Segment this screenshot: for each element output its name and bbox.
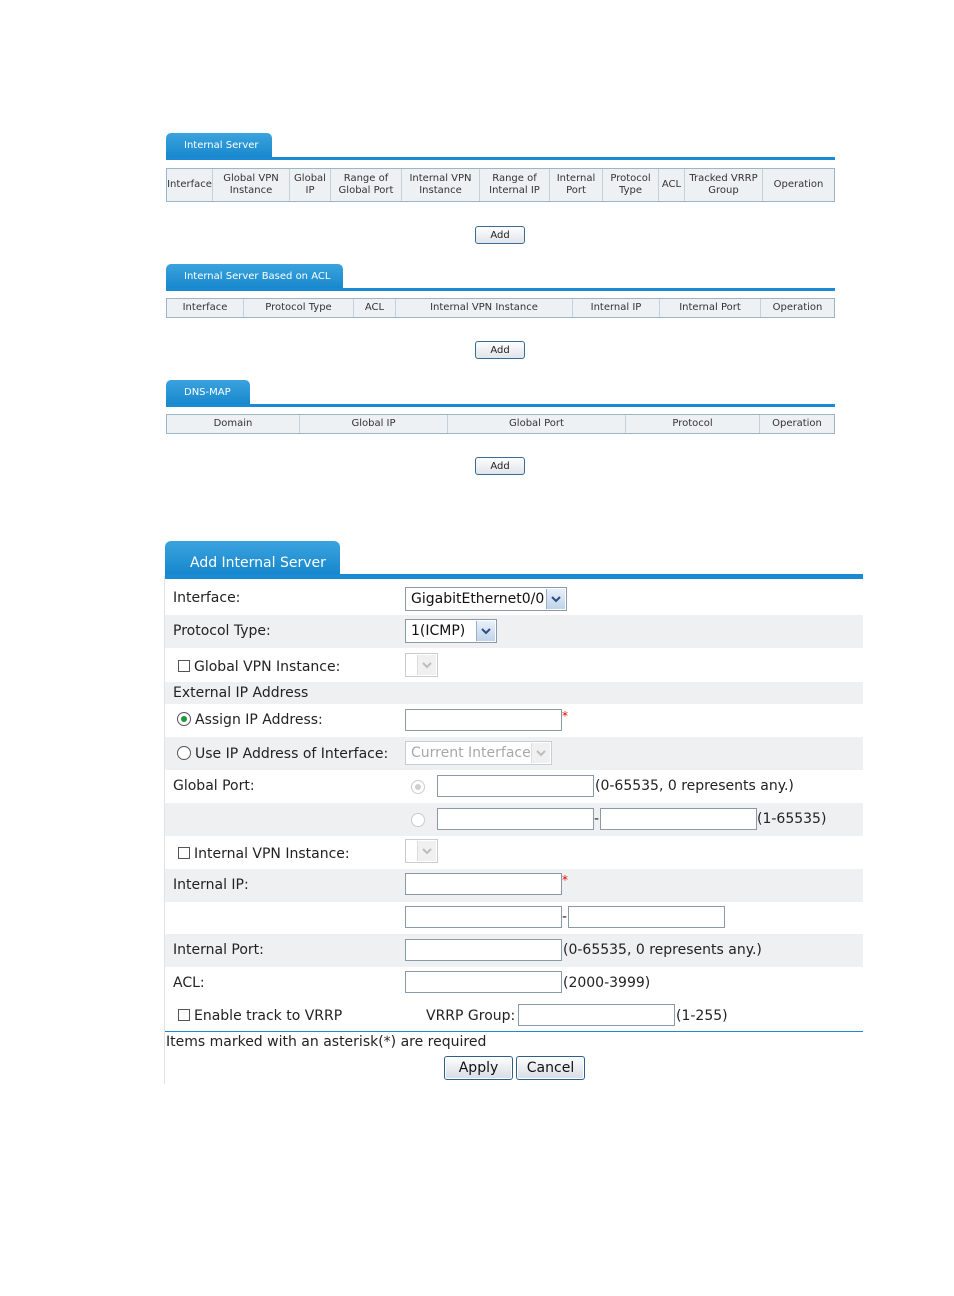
internal-server-table-header [166, 168, 835, 202]
vrrp-group-label: VRRP Group: [426, 1008, 516, 1024]
column-header: Protocol Type [244, 299, 354, 317]
add-dns-map-button[interactable]: Add [475, 457, 525, 475]
column-header: Domain [167, 415, 300, 433]
chevron-down-icon [531, 743, 550, 763]
dns-map-table-header [166, 414, 835, 434]
use-ip-label [177, 746, 388, 762]
column-header: Interface [167, 169, 213, 201]
column-header: Internal VPN Instance [402, 169, 480, 201]
internal-ip-range-start-input[interactable] [405, 906, 562, 928]
interface-select-value: GigabitEthernet0/0 [411, 591, 545, 607]
assign-ip-label-text: Assign IP Address: [195, 712, 323, 728]
form-bottom-divider [165, 1031, 863, 1032]
column-header: Internal IP [573, 299, 660, 317]
global-port-label: Global Port: [173, 778, 255, 794]
global-vpn-checkbox[interactable] [178, 660, 190, 672]
column-header: Global IP [290, 169, 331, 201]
global-port-row [165, 770, 863, 803]
required-asterisk: * [562, 709, 568, 723]
internal-port-input[interactable] [405, 939, 562, 961]
range-separator: - [562, 909, 568, 925]
tab-internal-server[interactable] [166, 133, 272, 159]
column-header: Range of Internal IP [480, 169, 550, 201]
internal-vpn-row [165, 836, 863, 869]
global-vpn-select[interactable] [405, 653, 438, 677]
use-ip-interface-select[interactable] [405, 741, 552, 765]
interface-row [165, 582, 863, 615]
tab-underline [166, 404, 835, 407]
apply-button[interactable]: Apply [444, 1056, 513, 1080]
column-header: Internal Port [660, 299, 761, 317]
use-ip-radio[interactable] [177, 746, 191, 760]
required-asterisk: * [562, 873, 568, 887]
chevron-down-icon [417, 841, 436, 861]
acl-server-table-header [166, 298, 835, 318]
column-header: Internal VPN Instance [396, 299, 573, 317]
external-ip-label: External IP Address [173, 685, 309, 701]
assign-ip-input[interactable] [405, 709, 562, 731]
internal-vpn-label [178, 846, 350, 862]
tab-label: Internal Server Based on ACL [184, 271, 331, 282]
column-header: Operation [772, 418, 822, 429]
assign-ip-row [165, 704, 863, 737]
internal-ip-row [165, 869, 863, 902]
column-header: Global VPN Instance [213, 169, 290, 201]
internal-port-label: Internal Port: [173, 942, 264, 958]
range-separator: - [594, 811, 600, 827]
internal-ip-label: Internal IP: [173, 877, 249, 893]
global-vpn-label-text: Global VPN Instance: [194, 659, 341, 675]
column-header: Protocol Type [603, 169, 659, 201]
internal-ip-input[interactable] [405, 873, 562, 895]
vrrp-row [165, 1000, 863, 1031]
internal-port-row [165, 934, 863, 967]
protocol-type-label: Protocol Type: [173, 623, 271, 639]
interface-label: Interface: [173, 590, 241, 606]
internal-vpn-select[interactable] [405, 839, 438, 863]
column-header: Operation [773, 179, 824, 190]
vrrp-label-text: Enable track to VRRP [194, 1008, 343, 1024]
acl-row [165, 967, 863, 1000]
tab-underline [166, 288, 835, 291]
global-port-range-hint: (1-65535) [757, 811, 827, 827]
column-header: Interface [167, 299, 244, 317]
internal-vpn-checkbox[interactable] [178, 847, 190, 859]
global-port-range-start-input[interactable] [437, 808, 594, 830]
column-header: ACL [659, 169, 685, 201]
chevron-down-icon [476, 621, 495, 641]
tab-label: Internal Server [184, 140, 259, 151]
required-note: Items marked with an asterisk(*) are required [166, 1034, 487, 1050]
vrrp-group-input[interactable] [518, 1004, 675, 1026]
form-title-underline [165, 574, 863, 579]
add-acl-server-button[interactable]: Add [475, 341, 525, 359]
tab-dns-map[interactable] [166, 380, 250, 406]
global-port-single-radio[interactable] [411, 780, 425, 794]
acl-hint: (2000-3999) [563, 975, 651, 991]
global-port-hint: (0-65535, 0 represents any.) [595, 778, 794, 794]
form-title-tab [165, 541, 340, 576]
external-ip-row [165, 682, 863, 704]
global-vpn-label [178, 659, 340, 675]
global-port-range-radio[interactable] [411, 813, 425, 827]
cancel-button[interactable]: Cancel [516, 1056, 585, 1080]
global-port-range-end-input[interactable] [600, 808, 757, 830]
global-port-range-row [165, 803, 863, 836]
tab-internal-server-acl[interactable] [166, 264, 343, 290]
internal-vpn-label-text: Internal VPN Instance: [194, 846, 350, 862]
use-ip-interface-select-value: Current Interface [411, 745, 531, 761]
internal-ip-range-end-input[interactable] [568, 906, 725, 928]
use-ip-row [165, 737, 863, 770]
internal-ip-range-row [165, 902, 863, 935]
vrrp-label [178, 1008, 342, 1024]
internal-server-panel [166, 133, 835, 253]
form-title: Add Internal Server [190, 555, 326, 571]
chevron-down-icon [417, 655, 436, 675]
column-header: Global IP [300, 415, 448, 433]
interface-select[interactable] [405, 587, 567, 611]
tab-underline [166, 157, 835, 160]
column-header: Tracked VRRP Group [685, 169, 763, 201]
vrrp-hint: (1-255) [676, 1008, 728, 1024]
add-internal-server-button[interactable]: Add [475, 226, 525, 244]
use-ip-label-text: Use IP Address of Interface: [195, 746, 389, 762]
chevron-down-icon [546, 589, 565, 609]
global-vpn-row [165, 649, 863, 682]
internal-port-hint: (0-65535, 0 represents any.) [563, 942, 762, 958]
assign-ip-radio[interactable] [177, 712, 191, 726]
assign-ip-label [177, 712, 323, 728]
add-internal-server-form [164, 541, 863, 1084]
global-port-input[interactable] [437, 775, 594, 797]
column-header: Range of Global Port [331, 169, 402, 201]
column-header: Internal Port [550, 169, 603, 201]
vrrp-checkbox[interactable] [178, 1009, 190, 1021]
column-header: Global Port [448, 415, 626, 433]
column-header: ACL [354, 299, 396, 317]
acl-input[interactable] [405, 971, 562, 993]
tab-label: DNS-MAP [184, 387, 231, 398]
column-header: Protocol [626, 415, 760, 433]
protocol-type-select-value: 1(ICMP) [411, 623, 466, 639]
acl-server-panel [166, 264, 835, 374]
dns-map-panel [166, 380, 835, 480]
protocol-type-row [165, 615, 863, 648]
protocol-type-select[interactable] [405, 619, 497, 643]
column-header: Operation [772, 302, 823, 313]
acl-label: ACL: [173, 975, 205, 991]
